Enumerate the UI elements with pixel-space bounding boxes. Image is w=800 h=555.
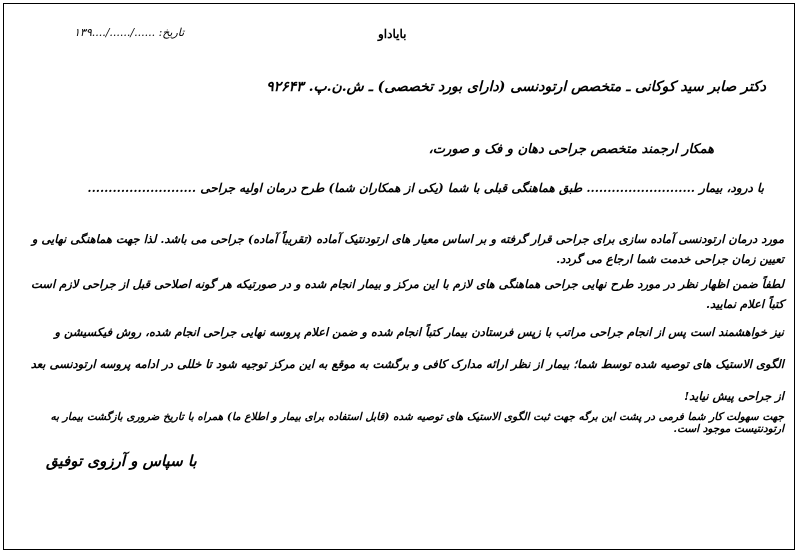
paragraph-request: لطفاً ضمن اظهار نظر در مورد طرح نهایی جراحی هماهنگی های لازم با این مرکز و بیمار انجام شده و در صورتیکه هر گونه اصلاحی قبل از جراحی لازم است کتباً اعلام نمایید. (31, 277, 784, 311)
closing-signature: با سپاس و آرزوی توفیق (46, 452, 197, 470)
paragraph-post-surgery: نیز خواهشمند است پس از انجام جراحی مراتب با زپس فرستادن بیمار کتباً انجام شده و ضمن اعلام پروسه نهایی جراحی انجام شده، روش فیکسیشن و الگوی الاستیک های توصیه شده توسط شما؛ بیمار از نظر ارائه مدارک کافی و برگشت به موقع به این مرکز توجیه شود تا خللی در ادامه پروسه ارتودنسی بعد از جراحی پیش نیاید! (30, 325, 784, 403)
letter-page (3, 3, 795, 550)
greeting-line: با درود، بیمار .......................... طبق هماهنگی قبلی با شما (یکی از همکاران شما) طرح درمان اولیه جراحی .......................... (87, 181, 764, 195)
basmala-heading: باياداو (378, 27, 407, 41)
paragraph-referral: مورد درمان ارتودنسی آماده سازی برای جراحی قرار گرفته و بر اساس معیار های ارتودنتیک آماده (تقریباً آماده) جراحی می باشد. لذا جهت هماهنگی نهایی و تعیین زمان جراحی خدمت شما ارجاع می گردد. (31, 232, 784, 266)
salutation: همکار ارجمند متخصص جراحی دهان و فک و صورت، (428, 142, 714, 157)
doctor-title: دکتر صابر سید کوکانی ـ متخصص ارتودنسی (دارای بورد تخصصی) ـ ش.ن.پ. ۹۲۶۴۳ (266, 79, 766, 95)
date-field: تاریخ: ....../....../....۱۳۹ (74, 26, 185, 39)
note-text: جهت سهولت کار شما فرمی در پشت این برگه جهت ثبت الگوی الاستیک های توصیه شده (قابل استفاده برای بیمار و اطلاع ما) همراه با تاریخ ضروری بازگشت بیمار به ارتودنتیست موجود است. (50, 411, 784, 435)
